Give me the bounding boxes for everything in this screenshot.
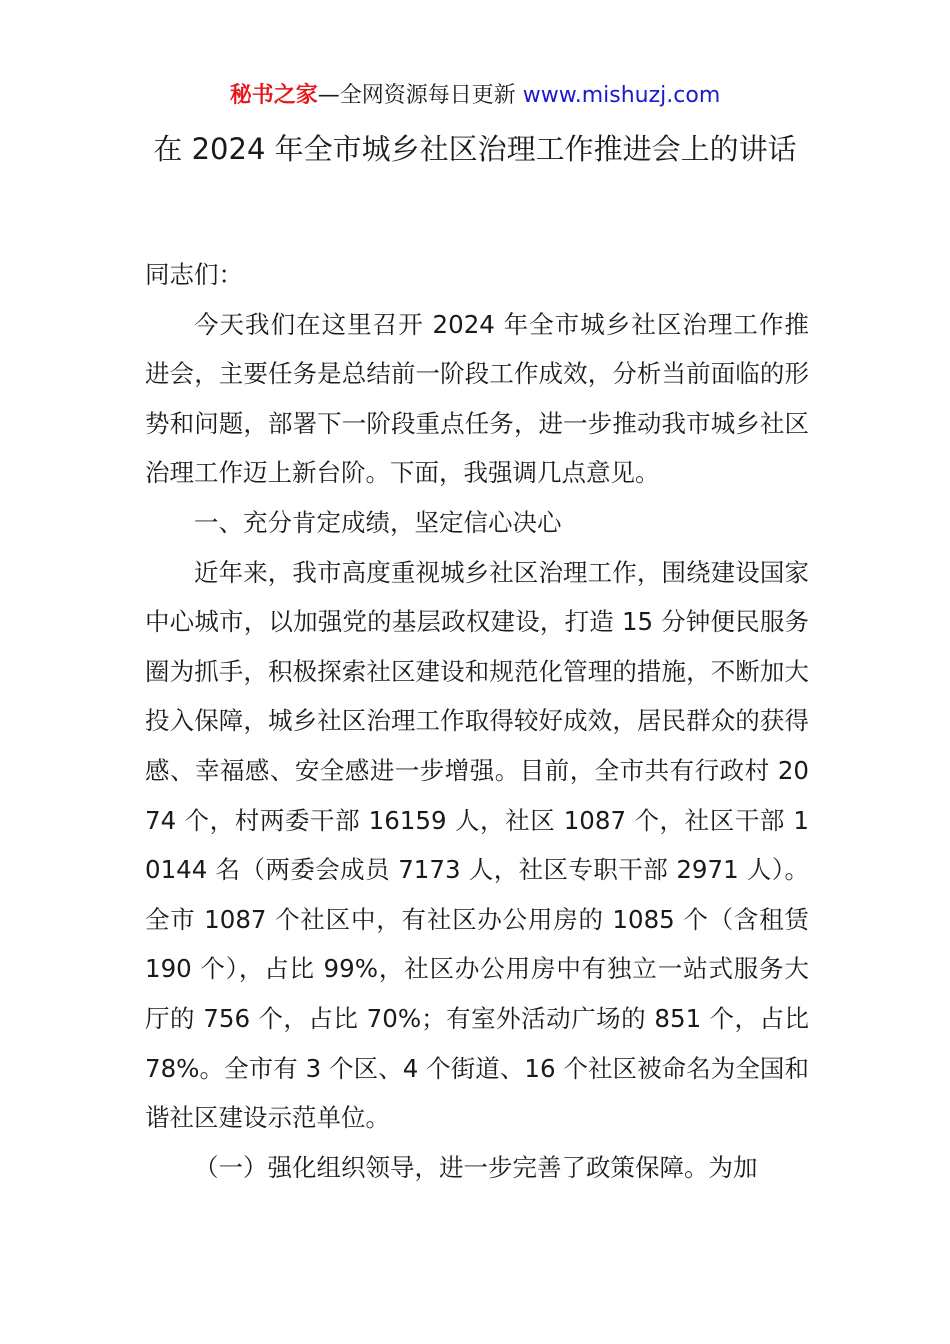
paragraph-intro: 今天我们在这里召开 2024 年全市城乡社区治理工作推进会，主要任务是总结前一阶段工作成效，分析当前面临的形势和问题，部署下一阶段重点任务，进一步推动我市城乡社区治理工作迈上新台阶。下面，我强调几点意见。 <box>145 309 809 488</box>
header-slogan: —全网资源每日更新 <box>317 83 523 108</box>
site-header <box>0 80 950 112</box>
document-body <box>145 250 809 1192</box>
site-url-link[interactable]: www.mishuzj.com <box>522 83 721 108</box>
brand-name: 秘书之家 <box>229 83 318 108</box>
document-title: 在 2024 年全市城乡社区治理工作推进会上的讲话 <box>153 132 797 166</box>
paragraph-achievements: 近年来，我市高度重视城乡社区治理工作，围绕建设国家中心城市，以加强党的基层政权建设，打造 15 分钟便民服务圈为抓手，积极探索社区建设和规范化管理的措施，不断加大投入保障，城乡社区治理工作取得较好成效，居民群众的获得感、幸福感、安全感进一步增强。目前，全市共有行政村 2074 个，村两委干部 16159 人，社区 1087 个，社区干部 10144 名（两委会成员 7173 人，社区专职干部 2971 人）。全市 1087 个社区中，有社区办公用房的 1085 个（含租赁 190 个），占比 99%，社区办公用房中有独立一站式服务大厅的 756 个，占比 70%；有室外活动广场的 851 个，占比 78%。全市有 3 个区、4 个街道、16 个社区被命名为全国和谐社区建设示范单位。 <box>145 557 809 1133</box>
salutation: 同志们： <box>145 260 243 289</box>
subsection-heading: （一）强化组织领导，进一步完善了政策保障。为加 <box>194 1152 758 1182</box>
section-heading: 一、充分肯定成绩，坚定信心决心 <box>194 507 562 537</box>
